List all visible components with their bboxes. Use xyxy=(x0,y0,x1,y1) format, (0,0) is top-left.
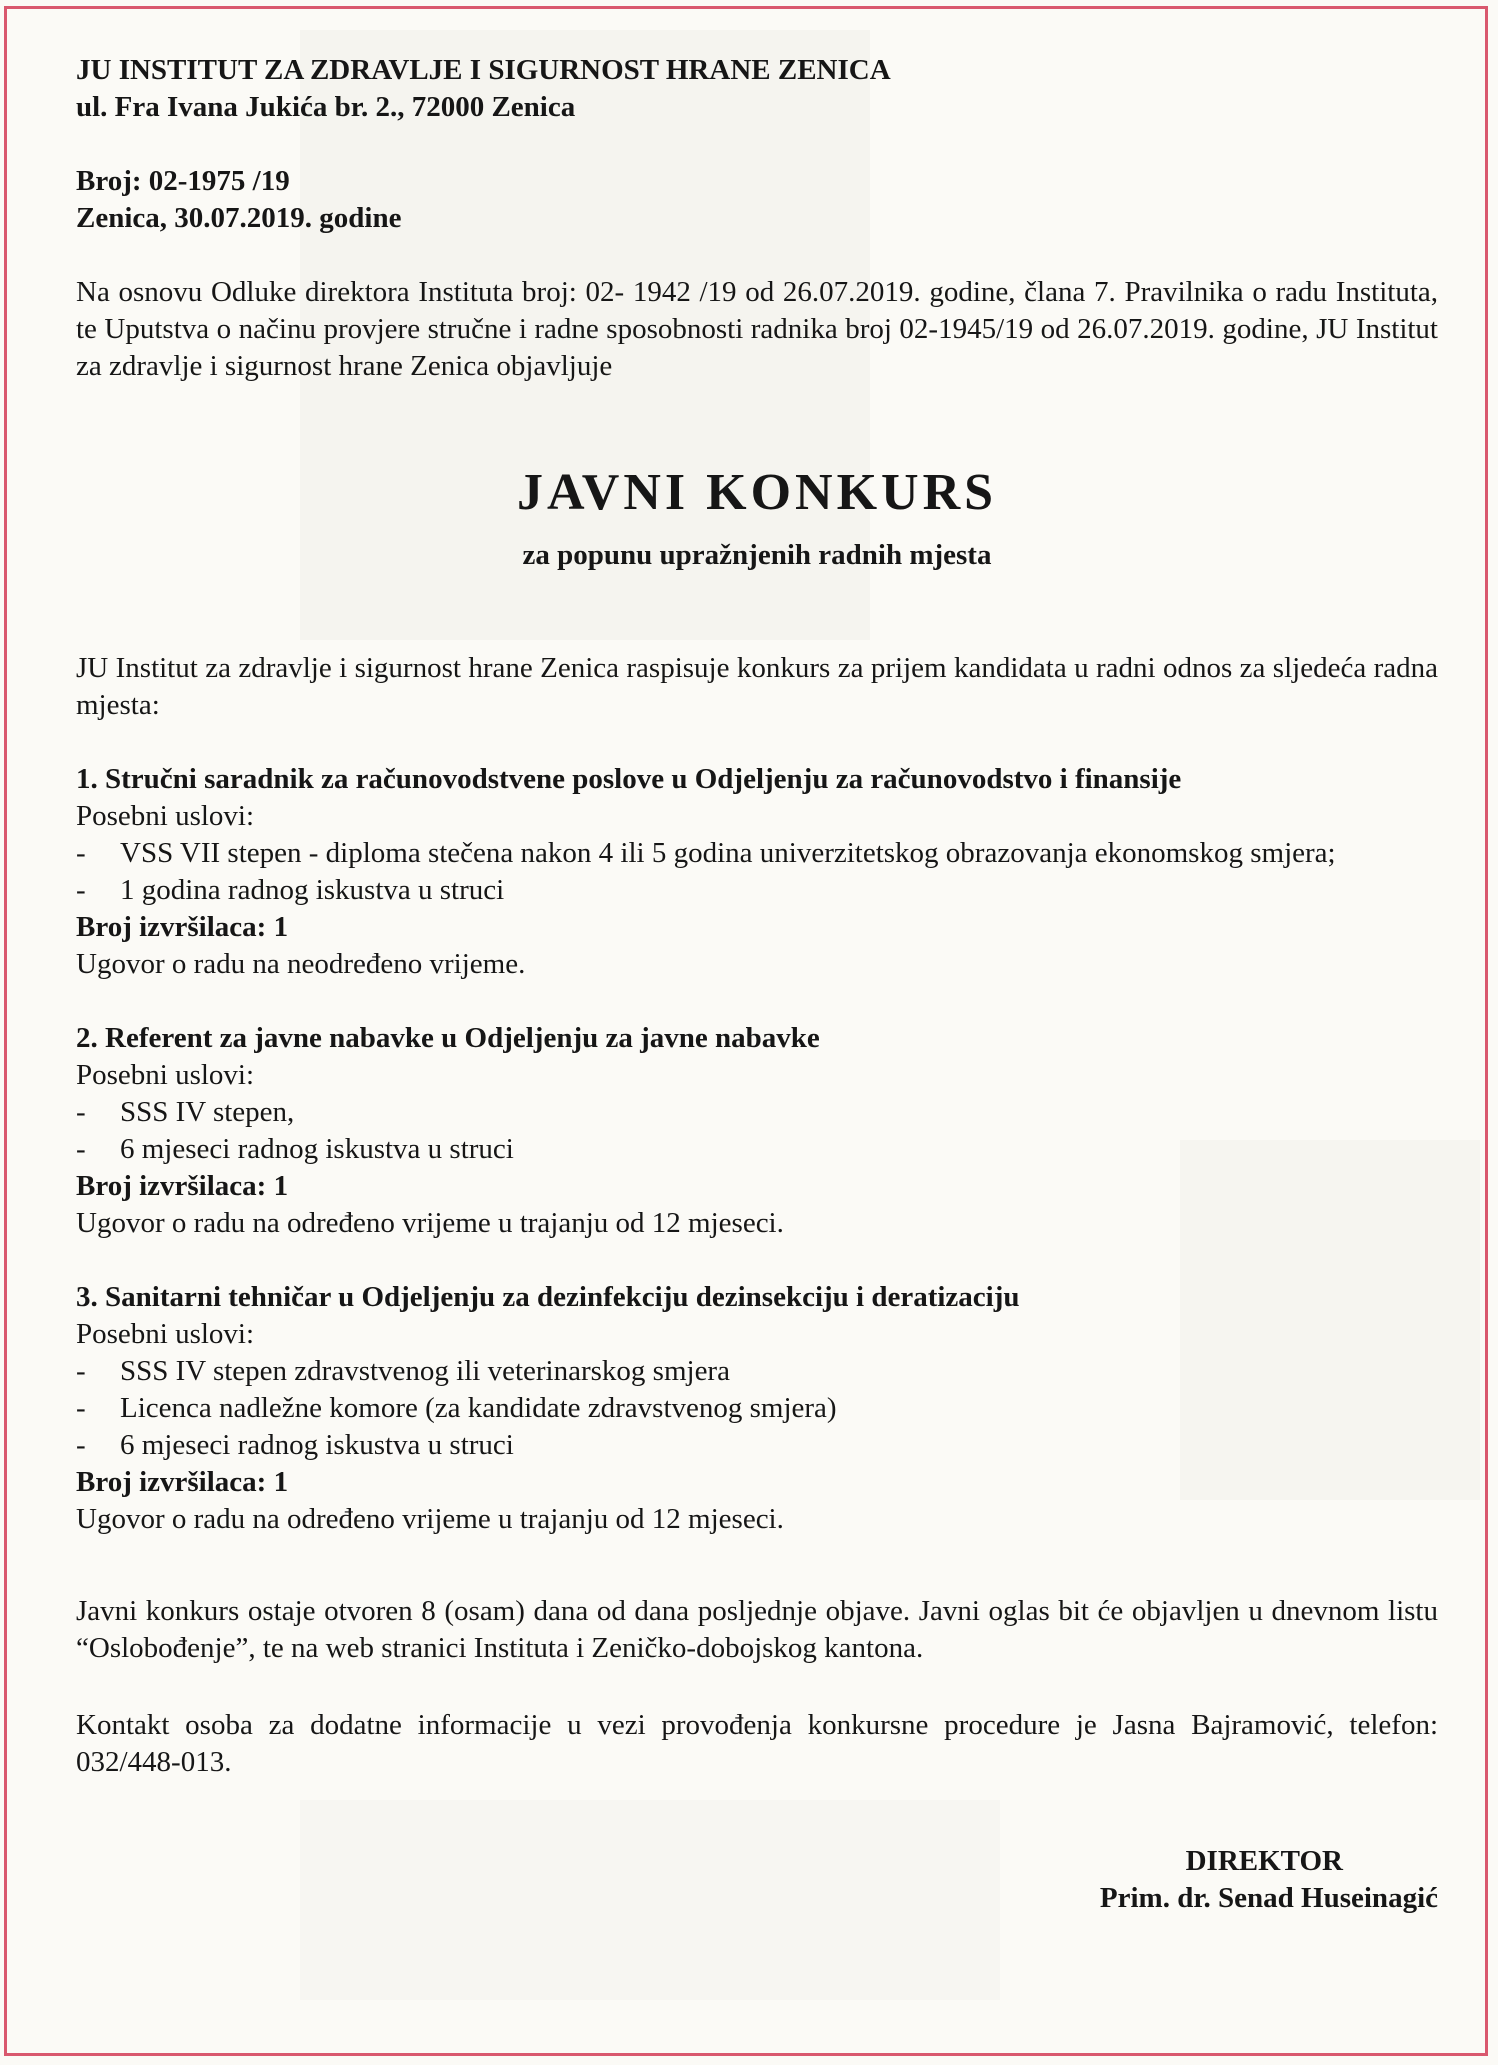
conditions-label: Posebni uslovi: xyxy=(76,1318,255,1350)
intro-paragraph: Na osnovu Odluke direktora Instituta broj: 02- 1942 /19 od 26.07.2019. godine, člana 7. Pravilnika o radu Instituta, te Uputstva o načinu provjere stručne i radne sposobnosti radnika broj 02-1945/19 od 26.07.2019. godine, JU Institut za zdravlje i sigurnost hrane Zenica objavljuje xyxy=(76,276,1438,382)
position-3 xyxy=(76,1279,1438,1538)
position-heading: 2. Referent za javne nabavke u Odjeljenju za javne nabavke xyxy=(76,1022,820,1054)
lead-paragraph: JU Institut za zdravlje i sigurnost hrane Zenica raspisuje konkurs za prijem kandidata u radni odnos za sljedeća radna mjesta: xyxy=(76,652,1438,721)
institution-address: ul. Fra Ivana Jukića br. 2., 72000 Zenica xyxy=(76,91,576,123)
position-2 xyxy=(76,1020,1438,1242)
condition-item: - VSS VII stepen - diploma stečena nakon 4 ili 5 godina univerzitetskog obrazovanja ekonomskog smjera; xyxy=(76,835,1438,872)
notice-subtitle: za popunu upražnjenih radnih mjesta xyxy=(522,539,992,571)
contract-type: Ugovor o radu na određeno vrijeme u trajanju od 12 mjeseci. xyxy=(76,1207,784,1239)
contract-type: Ugovor o radu na određeno vrijeme u trajanju od 12 mjeseci. xyxy=(76,1503,784,1535)
conditions-list xyxy=(76,835,1438,909)
notice-title: JAVNI KONKURS xyxy=(516,464,998,521)
condition-item: - Licenca nadležne komore (za kandidate zdravstvenog smjera) xyxy=(76,1390,1438,1427)
conditions-label: Posebni uslovi: xyxy=(76,1059,255,1091)
document-number: Broj: 02-1975 /19 xyxy=(76,165,290,197)
signature-role: DIREKTOR xyxy=(1185,1845,1343,1877)
document-date: Zenica, 30.07.2019. godine xyxy=(76,202,402,234)
conditions-list xyxy=(76,1353,1438,1464)
signature-name: Prim. dr. Senad Huseinagić xyxy=(1099,1882,1438,1914)
executors-count: Broj izvršilaca: 1 xyxy=(76,1466,289,1498)
conditions-list xyxy=(76,1094,1438,1168)
condition-item: - SSS IV stepen zdravstvenog ili veterinarskog smjera xyxy=(76,1353,1438,1390)
conditions-label: Posebni uslovi: xyxy=(76,800,255,832)
position-heading: 3. Sanitarni tehničar u Odjeljenju za dezinfekciju dezinsekciju i deratizaciju xyxy=(76,1281,1020,1313)
condition-item: - 1 godina radnog iskustva u struci xyxy=(76,872,1438,909)
notice-body xyxy=(76,52,1438,1917)
condition-item: - 6 mjeseci radnog iskustva u struci xyxy=(76,1427,1438,1464)
condition-item: - 6 mjeseci radnog iskustva u struci xyxy=(76,1131,1438,1168)
contract-type: Ugovor o radu na neodređeno vrijeme. xyxy=(76,948,526,980)
position-heading: 1. Stručni saradnik za računovodstvene poslove u Odjeljenju za računovodstvo i finansije xyxy=(76,763,1182,795)
position-1 xyxy=(76,761,1438,983)
closing-paragraph: Javni konkurs ostaje otvoren 8 (osam) dana od dana posljednje objave. Javni oglas bit će objavljen u dnevnom listu “Oslobođenje”, te na web stranici Instituta i Zeničko-dobojskog kantona. xyxy=(76,1595,1438,1664)
executors-count: Broj izvršilaca: 1 xyxy=(76,1170,289,1202)
condition-item: - SSS IV stepen, xyxy=(76,1094,1438,1131)
executors-count: Broj izvršilaca: 1 xyxy=(76,911,289,943)
contact-paragraph: Kontakt osoba za dodatne informacije u vezi provođenja konkursne procedure je Jasna Bajramović, telefon: 032/448-013. xyxy=(76,1709,1438,1778)
institution-name: JU INSTITUT ZA ZDRAVLJE I SIGURNOST HRANE ZENICA xyxy=(76,54,891,86)
